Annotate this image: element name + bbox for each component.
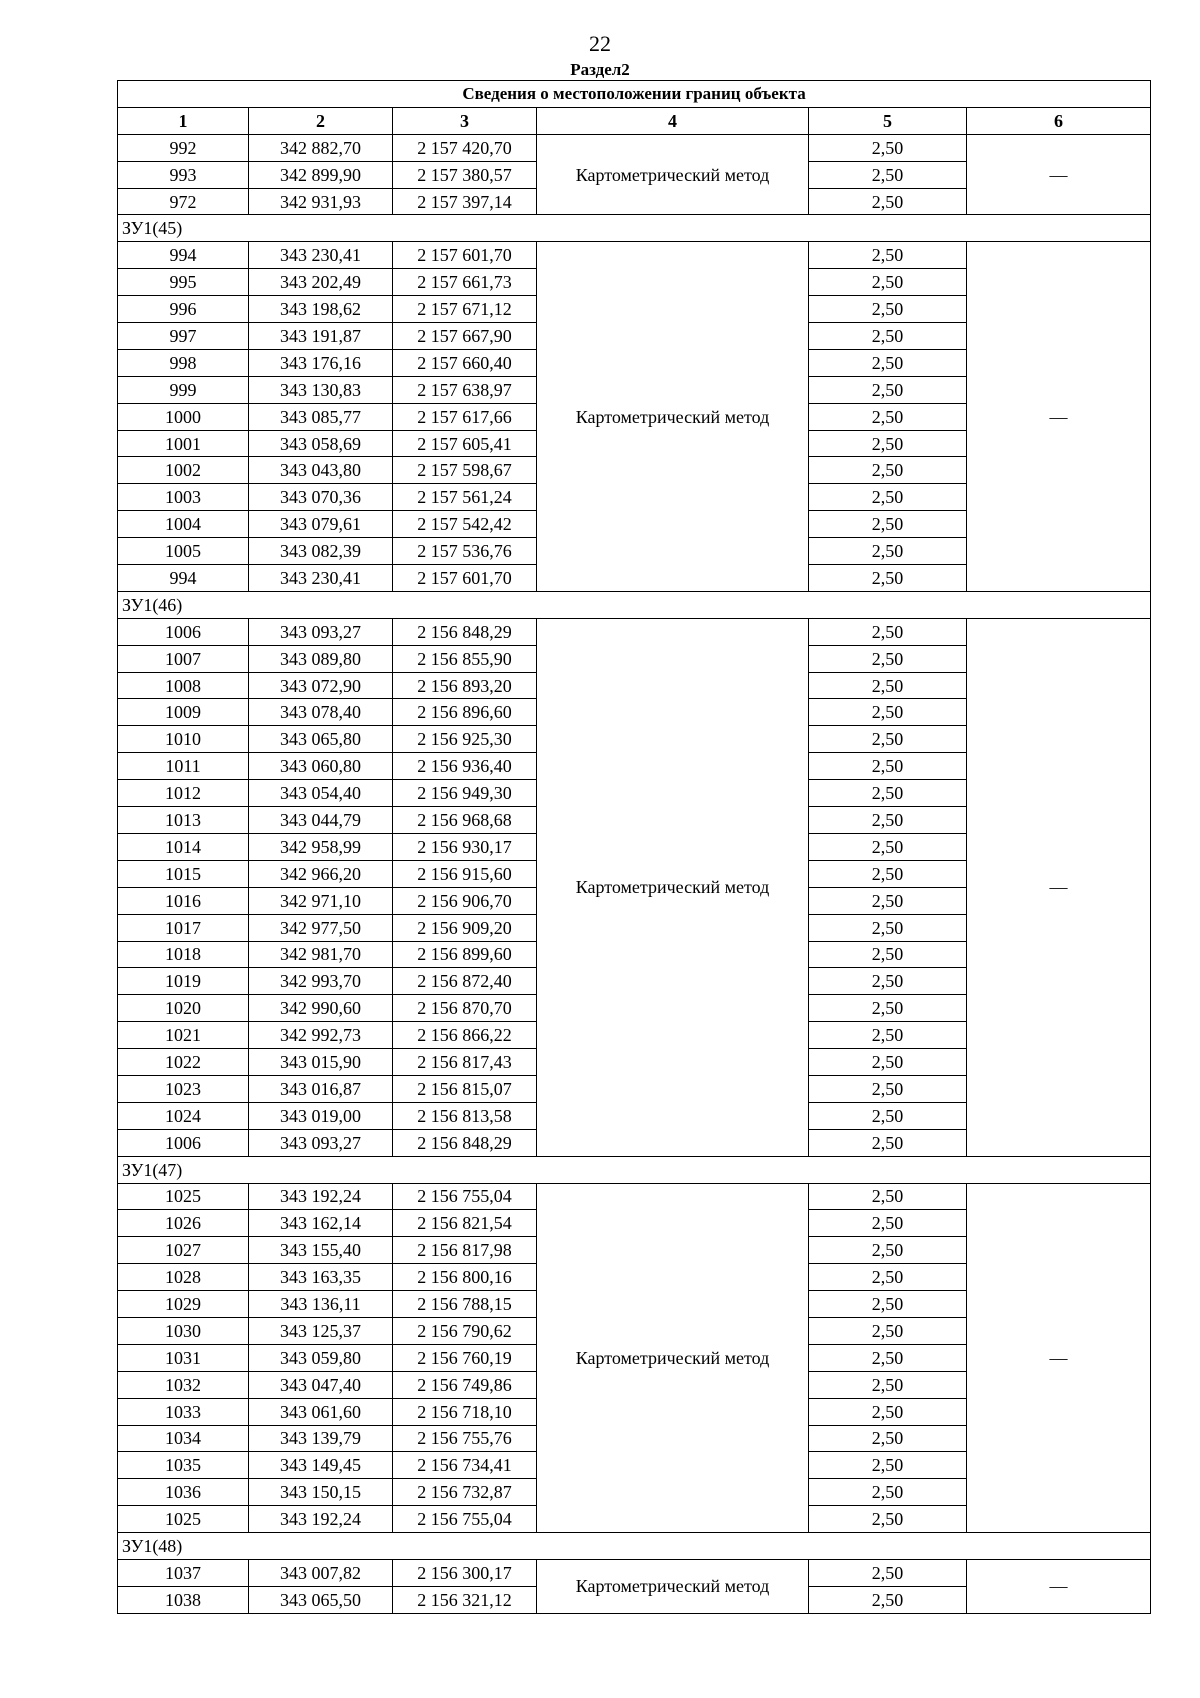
- column-header-2: 2: [249, 107, 393, 134]
- point-number-cell: 1028: [118, 1264, 249, 1291]
- method-cell: Картометрический метод: [537, 1183, 809, 1533]
- coord-y-cell: 2 156 718,10: [393, 1398, 537, 1425]
- coord-y-cell: 2 156 755,76: [393, 1425, 537, 1452]
- column-header-4: 4: [537, 107, 809, 134]
- coord-x-cell: 343 163,35: [249, 1264, 393, 1291]
- point-number-cell: 1006: [118, 618, 249, 645]
- coord-x-cell: 342 882,70: [249, 134, 393, 161]
- accuracy-cell: 2,50: [809, 134, 967, 161]
- coord-y-cell: 2 156 848,29: [393, 618, 537, 645]
- table-row: [118, 242, 1151, 269]
- coord-y-cell: 2 157 397,14: [393, 188, 537, 215]
- point-number-cell: 1000: [118, 403, 249, 430]
- table-body: [118, 134, 1151, 1613]
- point-number-cell: 1018: [118, 941, 249, 968]
- point-number-cell: 1020: [118, 995, 249, 1022]
- point-number-cell: 995: [118, 269, 249, 296]
- coord-y-cell: 2 157 638,97: [393, 376, 537, 403]
- coord-y-cell: 2 157 617,66: [393, 403, 537, 430]
- coord-y-cell: 2 157 661,73: [393, 269, 537, 296]
- point-number-cell: 1035: [118, 1452, 249, 1479]
- accuracy-cell: 2,50: [809, 780, 967, 807]
- point-number-cell: 1022: [118, 1049, 249, 1076]
- accuracy-cell: 2,50: [809, 1479, 967, 1506]
- accuracy-cell: 2,50: [809, 833, 967, 860]
- coord-y-cell: 2 156 300,17: [393, 1559, 537, 1586]
- coord-y-cell: 2 157 420,70: [393, 134, 537, 161]
- coord-x-cell: 342 990,60: [249, 995, 393, 1022]
- column6-cell: —: [967, 618, 1151, 1156]
- column6-cell: —: [967, 134, 1151, 215]
- accuracy-cell: 2,50: [809, 995, 967, 1022]
- accuracy-cell: 2,50: [809, 430, 967, 457]
- point-number-cell: 1001: [118, 430, 249, 457]
- point-number-cell: 1038: [118, 1586, 249, 1613]
- coord-y-cell: 2 156 821,54: [393, 1210, 537, 1237]
- accuracy-cell: 2,50: [809, 1075, 967, 1102]
- table-row: [118, 1183, 1151, 1210]
- accuracy-cell: 2,50: [809, 1102, 967, 1129]
- point-number-cell: 1015: [118, 860, 249, 887]
- accuracy-cell: 2,50: [809, 726, 967, 753]
- coord-y-cell: 2 156 321,12: [393, 1586, 537, 1613]
- group-label-row: [118, 1533, 1151, 1560]
- method-cell: Картометрический метод: [537, 242, 809, 592]
- point-number-cell: 993: [118, 161, 249, 188]
- table-row: [118, 134, 1151, 161]
- coord-y-cell: 2 157 601,70: [393, 565, 537, 592]
- point-number-cell: 1010: [118, 726, 249, 753]
- coord-y-cell: 2 156 909,20: [393, 914, 537, 941]
- method-cell: Картометрический метод: [537, 1559, 809, 1613]
- accuracy-cell: 2,50: [809, 887, 967, 914]
- coord-x-cell: 343 054,40: [249, 780, 393, 807]
- point-number-cell: 999: [118, 376, 249, 403]
- point-number-cell: 1030: [118, 1317, 249, 1344]
- coord-x-cell: 343 192,24: [249, 1183, 393, 1210]
- accuracy-cell: 2,50: [809, 1237, 967, 1264]
- boundary-coordinates-table: [117, 80, 1151, 1614]
- table-caption: Сведения о местоположении границ объекта: [118, 81, 1151, 108]
- coord-y-cell: 2 157 561,24: [393, 484, 537, 511]
- coord-y-cell: 2 156 790,62: [393, 1317, 537, 1344]
- point-number-cell: 1029: [118, 1291, 249, 1318]
- page-number: 22: [589, 31, 611, 56]
- coord-y-cell: 2 156 925,30: [393, 726, 537, 753]
- accuracy-cell: 2,50: [809, 699, 967, 726]
- coord-x-cell: 343 016,87: [249, 1075, 393, 1102]
- coord-x-cell: 343 078,40: [249, 699, 393, 726]
- coord-y-cell: 2 157 671,12: [393, 296, 537, 323]
- accuracy-cell: 2,50: [809, 1183, 967, 1210]
- coord-x-cell: 343 149,45: [249, 1452, 393, 1479]
- coord-y-cell: 2 156 732,87: [393, 1479, 537, 1506]
- point-number-cell: 1026: [118, 1210, 249, 1237]
- coord-x-cell: 343 176,16: [249, 349, 393, 376]
- coord-y-cell: 2 156 930,17: [393, 833, 537, 860]
- coord-x-cell: 343 230,41: [249, 565, 393, 592]
- coord-x-cell: 343 136,11: [249, 1291, 393, 1318]
- coord-x-cell: 343 230,41: [249, 242, 393, 269]
- coord-y-cell: 2 156 800,16: [393, 1264, 537, 1291]
- point-number-cell: 1032: [118, 1371, 249, 1398]
- coord-x-cell: 342 993,70: [249, 968, 393, 995]
- coord-x-cell: 343 191,87: [249, 323, 393, 350]
- coord-x-cell: 342 992,73: [249, 1022, 393, 1049]
- point-number-cell: 1016: [118, 887, 249, 914]
- point-number-cell: 994: [118, 565, 249, 592]
- coord-x-cell: 343 065,50: [249, 1586, 393, 1613]
- point-number-cell: 1025: [118, 1506, 249, 1533]
- coord-x-cell: 342 981,70: [249, 941, 393, 968]
- method-cell: Картометрический метод: [537, 134, 809, 215]
- accuracy-cell: 2,50: [809, 538, 967, 565]
- point-number-cell: 1021: [118, 1022, 249, 1049]
- accuracy-cell: 2,50: [809, 565, 967, 592]
- table-row: [118, 1559, 1151, 1586]
- accuracy-cell: 2,50: [809, 1452, 967, 1479]
- coord-y-cell: 2 157 605,41: [393, 430, 537, 457]
- coord-y-cell: 2 156 870,70: [393, 995, 537, 1022]
- table-row: [118, 618, 1151, 645]
- coord-x-cell: 343 079,61: [249, 511, 393, 538]
- coord-y-cell: 2 156 755,04: [393, 1183, 537, 1210]
- coord-y-cell: 2 156 813,58: [393, 1102, 537, 1129]
- point-number-cell: 1025: [118, 1183, 249, 1210]
- accuracy-cell: 2,50: [809, 1049, 967, 1076]
- column6-cell: —: [967, 1183, 1151, 1533]
- accuracy-cell: 2,50: [809, 269, 967, 296]
- accuracy-cell: 2,50: [809, 1129, 967, 1156]
- accuracy-cell: 2,50: [809, 941, 967, 968]
- column6-cell: —: [967, 242, 1151, 592]
- accuracy-cell: 2,50: [809, 161, 967, 188]
- coord-y-cell: 2 156 899,60: [393, 941, 537, 968]
- point-number-cell: 1019: [118, 968, 249, 995]
- column6-cell: —: [967, 1559, 1151, 1613]
- coord-y-cell: 2 156 896,60: [393, 699, 537, 726]
- coord-y-cell: 2 156 872,40: [393, 968, 537, 995]
- accuracy-cell: 2,50: [809, 807, 967, 834]
- coord-x-cell: 343 047,40: [249, 1371, 393, 1398]
- accuracy-cell: 2,50: [809, 376, 967, 403]
- accuracy-cell: 2,50: [809, 1371, 967, 1398]
- accuracy-cell: 2,50: [809, 484, 967, 511]
- coord-x-cell: 343 093,27: [249, 618, 393, 645]
- point-number-cell: 1004: [118, 511, 249, 538]
- accuracy-cell: 2,50: [809, 323, 967, 350]
- group-label-row: [118, 1156, 1151, 1183]
- group-label: ЗУ1(46): [118, 591, 1151, 618]
- point-number-cell: 1023: [118, 1075, 249, 1102]
- point-number-cell: 1011: [118, 753, 249, 780]
- coord-y-cell: 2 156 815,07: [393, 1075, 537, 1102]
- coord-y-cell: 2 156 788,15: [393, 1291, 537, 1318]
- coord-y-cell: 2 156 866,22: [393, 1022, 537, 1049]
- point-number-cell: 1014: [118, 833, 249, 860]
- accuracy-cell: 2,50: [809, 618, 967, 645]
- coord-x-cell: 342 977,50: [249, 914, 393, 941]
- coord-y-cell: 2 157 536,76: [393, 538, 537, 565]
- coord-x-cell: 343 130,83: [249, 376, 393, 403]
- coord-x-cell: 343 072,90: [249, 672, 393, 699]
- point-number-cell: 972: [118, 188, 249, 215]
- point-number-cell: 1024: [118, 1102, 249, 1129]
- point-number-cell: 1005: [118, 538, 249, 565]
- coord-y-cell: 2 156 749,86: [393, 1371, 537, 1398]
- coord-x-cell: 343 065,80: [249, 726, 393, 753]
- point-number-cell: 1003: [118, 484, 249, 511]
- coord-x-cell: 343 085,77: [249, 403, 393, 430]
- coord-x-cell: 343 058,69: [249, 430, 393, 457]
- accuracy-cell: 2,50: [809, 349, 967, 376]
- point-number-cell: 997: [118, 323, 249, 350]
- accuracy-cell: 2,50: [809, 296, 967, 323]
- coord-y-cell: 2 156 906,70: [393, 887, 537, 914]
- coord-x-cell: 342 931,93: [249, 188, 393, 215]
- group-label: ЗУ1(48): [118, 1533, 1151, 1560]
- accuracy-cell: 2,50: [809, 672, 967, 699]
- point-number-cell: 1007: [118, 645, 249, 672]
- coord-y-cell: 2 156 968,68: [393, 807, 537, 834]
- point-number-cell: 1033: [118, 1398, 249, 1425]
- column-header-3: 3: [393, 107, 537, 134]
- accuracy-cell: 2,50: [809, 1022, 967, 1049]
- point-number-cell: 996: [118, 296, 249, 323]
- coord-x-cell: 343 093,27: [249, 1129, 393, 1156]
- coord-y-cell: 2 156 734,41: [393, 1452, 537, 1479]
- coord-x-cell: 343 155,40: [249, 1237, 393, 1264]
- accuracy-cell: 2,50: [809, 1264, 967, 1291]
- accuracy-cell: 2,50: [809, 914, 967, 941]
- group-label-row: [118, 591, 1151, 618]
- coord-x-cell: 343 015,90: [249, 1049, 393, 1076]
- accuracy-cell: 2,50: [809, 645, 967, 672]
- coord-y-cell: 2 157 380,57: [393, 161, 537, 188]
- coord-x-cell: 342 971,10: [249, 887, 393, 914]
- accuracy-cell: 2,50: [809, 1210, 967, 1237]
- group-label: ЗУ1(45): [118, 215, 1151, 242]
- point-number-cell: 1031: [118, 1344, 249, 1371]
- coord-y-cell: 2 157 598,67: [393, 457, 537, 484]
- accuracy-cell: 2,50: [809, 1398, 967, 1425]
- coord-y-cell: 2 156 855,90: [393, 645, 537, 672]
- point-number-cell: 1037: [118, 1559, 249, 1586]
- coord-x-cell: 343 070,36: [249, 484, 393, 511]
- coord-x-cell: 343 059,80: [249, 1344, 393, 1371]
- accuracy-cell: 2,50: [809, 457, 967, 484]
- point-number-cell: 1012: [118, 780, 249, 807]
- coord-x-cell: 343 043,80: [249, 457, 393, 484]
- coord-y-cell: 2 157 660,40: [393, 349, 537, 376]
- group-label-row: [118, 215, 1151, 242]
- group-label: ЗУ1(47): [118, 1156, 1151, 1183]
- point-number-cell: 1008: [118, 672, 249, 699]
- coord-x-cell: 343 044,79: [249, 807, 393, 834]
- coord-x-cell: 343 007,82: [249, 1559, 393, 1586]
- coord-y-cell: 2 156 760,19: [393, 1344, 537, 1371]
- accuracy-cell: 2,50: [809, 753, 967, 780]
- accuracy-cell: 2,50: [809, 968, 967, 995]
- accuracy-cell: 2,50: [809, 1506, 967, 1533]
- point-number-cell: 1036: [118, 1479, 249, 1506]
- coord-x-cell: 343 089,80: [249, 645, 393, 672]
- accuracy-cell: 2,50: [809, 860, 967, 887]
- point-number-cell: 1002: [118, 457, 249, 484]
- point-number-cell: 1034: [118, 1425, 249, 1452]
- coord-x-cell: 343 192,24: [249, 1506, 393, 1533]
- accuracy-cell: 2,50: [809, 1344, 967, 1371]
- accuracy-cell: 2,50: [809, 188, 967, 215]
- coord-y-cell: 2 157 542,42: [393, 511, 537, 538]
- coord-x-cell: 343 162,14: [249, 1210, 393, 1237]
- point-number-cell: 1006: [118, 1129, 249, 1156]
- method-cell: Картометрический метод: [537, 618, 809, 1156]
- accuracy-cell: 2,50: [809, 403, 967, 430]
- point-number-cell: 992: [118, 134, 249, 161]
- point-number-cell: 1009: [118, 699, 249, 726]
- coord-x-cell: 343 125,37: [249, 1317, 393, 1344]
- coord-y-cell: 2 157 601,70: [393, 242, 537, 269]
- accuracy-cell: 2,50: [809, 242, 967, 269]
- point-number-cell: 994: [118, 242, 249, 269]
- coord-y-cell: 2 156 817,43: [393, 1049, 537, 1076]
- accuracy-cell: 2,50: [809, 1559, 967, 1586]
- accuracy-cell: 2,50: [809, 1425, 967, 1452]
- coord-x-cell: 343 061,60: [249, 1398, 393, 1425]
- coord-x-cell: 343 082,39: [249, 538, 393, 565]
- coord-y-cell: 2 156 949,30: [393, 780, 537, 807]
- point-number-cell: 1017: [118, 914, 249, 941]
- coord-y-cell: 2 156 915,60: [393, 860, 537, 887]
- coord-y-cell: 2 157 667,90: [393, 323, 537, 350]
- coord-x-cell: 342 966,20: [249, 860, 393, 887]
- point-number-cell: 1013: [118, 807, 249, 834]
- column-header-6: 6: [967, 107, 1151, 134]
- coord-x-cell: 343 198,62: [249, 296, 393, 323]
- accuracy-cell: 2,50: [809, 1317, 967, 1344]
- column-header-5: 5: [809, 107, 967, 134]
- coord-x-cell: 342 899,90: [249, 161, 393, 188]
- coord-y-cell: 2 156 848,29: [393, 1129, 537, 1156]
- coord-x-cell: 343 202,49: [249, 269, 393, 296]
- accuracy-cell: 2,50: [809, 1586, 967, 1613]
- coord-x-cell: 343 060,80: [249, 753, 393, 780]
- coord-x-cell: 343 019,00: [249, 1102, 393, 1129]
- column-header-row: [118, 107, 1151, 134]
- point-number-cell: 1027: [118, 1237, 249, 1264]
- section-title: Раздел2: [570, 60, 630, 79]
- accuracy-cell: 2,50: [809, 1291, 967, 1318]
- coord-x-cell: 343 139,79: [249, 1425, 393, 1452]
- coord-y-cell: 2 156 936,40: [393, 753, 537, 780]
- point-number-cell: 998: [118, 349, 249, 376]
- coord-y-cell: 2 156 893,20: [393, 672, 537, 699]
- table-caption-row: [118, 81, 1151, 108]
- column-header-1: 1: [118, 107, 249, 134]
- coord-x-cell: 343 150,15: [249, 1479, 393, 1506]
- coord-y-cell: 2 156 817,98: [393, 1237, 537, 1264]
- coord-x-cell: 342 958,99: [249, 833, 393, 860]
- coord-y-cell: 2 156 755,04: [393, 1506, 537, 1533]
- accuracy-cell: 2,50: [809, 511, 967, 538]
